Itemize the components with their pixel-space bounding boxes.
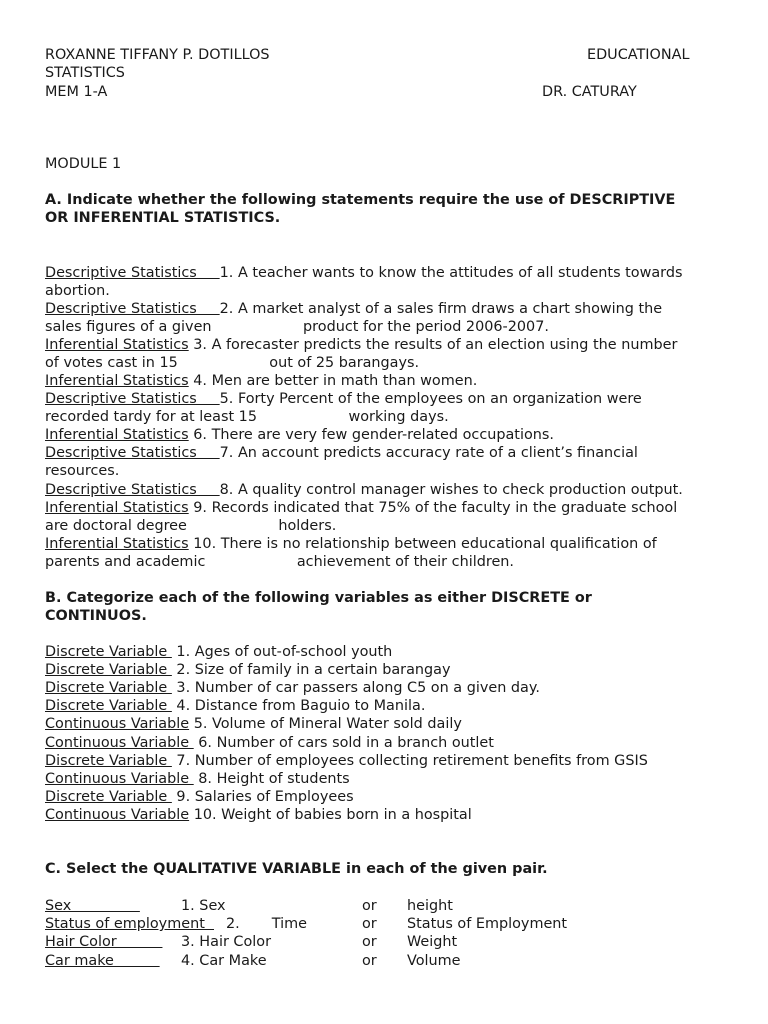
module-title: MODULE 1 (45, 156, 122, 172)
part-b-item-7 (45, 752, 648, 770)
part-b-item-5 (45, 715, 462, 733)
part-a-item-5 (45, 390, 642, 408)
part-a-item-10-cont: parents and academic achievement of their children. (45, 554, 514, 570)
part-a-item-2 (45, 300, 662, 318)
answer: Inferential Statistics (45, 536, 189, 552)
answer: Continuous Variable (45, 771, 194, 787)
statement: 9. Records indicated that 75% of the faculty in the graduate school (188, 500, 678, 516)
statement: 10. Weight of babies born in a hospital (189, 807, 472, 823)
part-b-heading-line2: CONTINUOS. (45, 608, 147, 624)
course-title-part1: EDUCATIONAL (587, 47, 690, 63)
part-b-item-8 (45, 770, 350, 788)
part-b-heading-line1: B. Categorize each of the following variables as either DISCRETE or (45, 590, 592, 606)
statement: 8. Height of students (193, 771, 350, 787)
part-a-item-1 (45, 264, 682, 282)
part-a-item-7 (45, 444, 638, 462)
choice-b: Weight (407, 934, 458, 950)
part-b-item-2 (45, 661, 451, 679)
answer: Discrete Variable (45, 680, 172, 696)
answer: Discrete Variable (45, 789, 172, 805)
choice-b: Volume (407, 953, 461, 969)
statement: 5. Volume of Mineral Water sold daily (189, 716, 462, 732)
part-a-item-8 (45, 481, 683, 499)
answer: Continuous Variable (45, 807, 190, 823)
statement: 1. A teacher wants to know the attitudes of all students towards (219, 265, 683, 281)
answer: Inferential Statistics (45, 500, 189, 516)
statement: 6. Number of cars sold in a branch outlet (193, 735, 494, 751)
statement: 6. There are very few gender-related occupations. (188, 427, 554, 443)
part-a-item-2-cont: sales figures of a given product for the period 2006-2007. (45, 319, 549, 335)
professor: DR. CATURAY (542, 84, 637, 100)
answer: Inferential Statistics (45, 427, 189, 443)
choice-b: height (407, 898, 453, 914)
answer: Car make (45, 953, 160, 969)
answer: Descriptive Statistics (45, 265, 220, 281)
answer: Continuous Variable (45, 716, 190, 732)
answer: Status of employment (45, 916, 214, 932)
statement: 3. A forecaster predicts the results of an election using the number (188, 337, 678, 353)
or-label: or (362, 916, 377, 932)
statement: 4. Distance from Baguio to Manila. (171, 698, 426, 714)
answer: Descriptive Statistics (45, 301, 220, 317)
statement: 1. Ages of out-of-school youth (171, 644, 393, 660)
answer: Discrete Variable (45, 662, 172, 678)
statement: 2. Size of family in a certain barangay (171, 662, 451, 678)
answer: Hair Color (45, 934, 163, 950)
answer: Discrete Variable (45, 698, 172, 714)
part-a-item-3 (45, 336, 677, 354)
part-a-item-9-cont: are doctoral degree holders. (45, 518, 337, 534)
statement: 9. Salaries of Employees (171, 789, 354, 805)
or-label: or (362, 953, 377, 969)
part-b-item-4 (45, 697, 425, 715)
statement: 4. Men are better in math than women. (188, 373, 478, 389)
statement: 3. Number of car passers along C5 on a given day. (171, 680, 540, 696)
part-b-item-9 (45, 788, 354, 806)
statement: 10. There is no relationship between educational qualification of (188, 536, 657, 552)
answer: Inferential Statistics (45, 373, 189, 389)
choice-a: 1. Sex (181, 898, 226, 914)
part-a-item-6 (45, 426, 554, 444)
statement: 8. A quality control manager wishes to check production output. (219, 482, 683, 498)
answer: Descriptive Statistics (45, 391, 220, 407)
part-c-heading: C. Select the QUALITATIVE VARIABLE in each of the given pair. (45, 861, 548, 877)
part-b-item-1 (45, 643, 392, 661)
part-a-heading-line2: OR INFERENTIAL STATISTICS. (45, 210, 281, 226)
choice-a: 4. Car Make (181, 953, 267, 969)
part-a-item-1-cont: abortion. (45, 283, 110, 299)
part-b-item-10 (45, 806, 472, 824)
part-a-item-5-cont: recorded tardy for at least 15 working days. (45, 409, 449, 425)
answer: Discrete Variable (45, 753, 172, 769)
part-b-item-3 (45, 679, 540, 697)
choice-a: 3. Hair Color (181, 934, 272, 950)
choice-a: 2. Time (226, 916, 307, 932)
answer: Continuous Variable (45, 735, 194, 751)
statement: 2. A market analyst of a sales firm draws a chart showing the (219, 301, 663, 317)
statement: 5. Forty Percent of the employees on an organization were (219, 391, 642, 407)
answer: Descriptive Statistics (45, 445, 220, 461)
student-name: ROXANNE TIFFANY P. DOTILLOS (45, 47, 270, 63)
part-a-heading-line1: A. Indicate whether the following statements require the use of DESCRIPTIVE (45, 192, 676, 208)
part-a-item-4 (45, 372, 477, 390)
statement: 7. Number of employees collecting retirement benefits from GSIS (171, 753, 648, 769)
answer: Descriptive Statistics (45, 482, 220, 498)
part-a-item-9 (45, 499, 677, 517)
answer: Discrete Variable (45, 644, 172, 660)
or-label: or (362, 934, 377, 950)
part-a-item-7-cont: resources. (45, 463, 120, 479)
section: MEM 1-A (45, 84, 108, 100)
answer: Sex (45, 898, 140, 914)
course-title-part2: STATISTICS (45, 65, 125, 81)
part-a-item-10 (45, 535, 657, 553)
answer: Inferential Statistics (45, 337, 189, 353)
part-b-item-6 (45, 734, 494, 752)
part-a-item-3-cont: of votes cast in 15 out of 25 barangays. (45, 355, 420, 371)
statement: 7. An account predicts accuracy rate of a client’s financial (219, 445, 638, 461)
or-label: or (362, 898, 377, 914)
choice-b: Status of Employment (407, 916, 568, 932)
